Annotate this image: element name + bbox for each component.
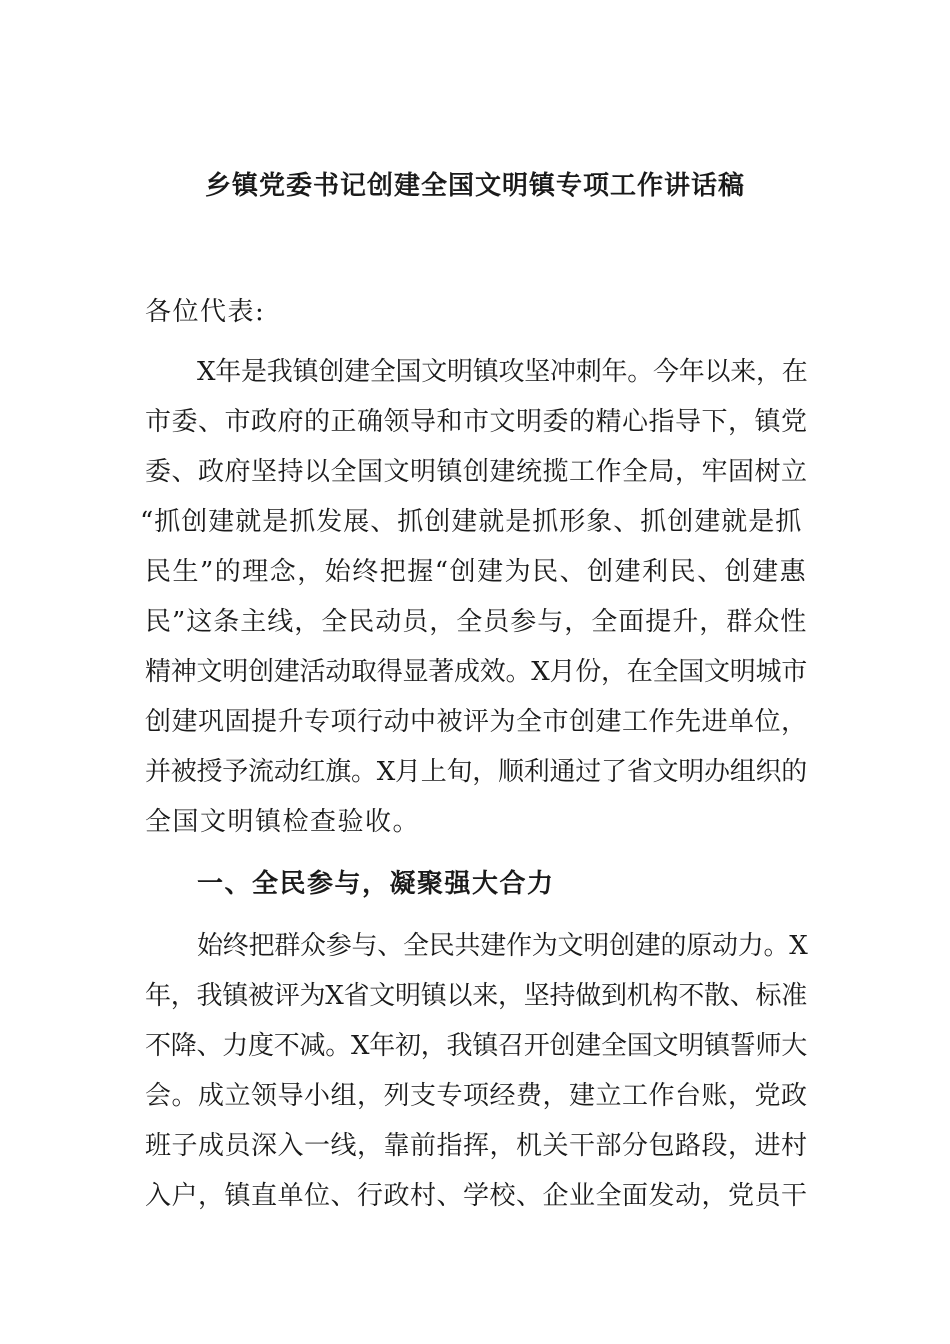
paragraph-line: 精神文明创建活动取得显著成效。X月份，在全国文明城市 (145, 657, 808, 687)
paragraph-line: 市委、市政府的正确领导和市文明委的精心指导下，镇党 (145, 407, 808, 437)
paragraph-line: 入户，镇直单位、行政村、学校、企业全面发动，党员干 (145, 1181, 808, 1211)
paragraph-line: 民”这条主线，全民动员，全员参与，全面提升，群众性 (145, 607, 808, 637)
paragraph-line: 班子成员深入一线，靠前指挥，机关干部分包路段，进村 (145, 1131, 808, 1161)
paragraph-line: 并被授予流动红旗。X月上旬，顺利通过了省文明办组织的 (145, 757, 808, 787)
paragraph-line: “抓创建就是抓发展、抓创建就是抓形象、抓创建就是抓 (140, 507, 803, 537)
paragraph-line: X年是我镇创建全国文明镇攻坚冲刺年。今年以来，在 (197, 357, 808, 387)
section-heading: 一、全民参与，凝聚强大合力 (197, 869, 555, 899)
salutation: 各位代表: (145, 297, 266, 327)
document-title: 乡镇党委书记创建全国文明镇专项工作讲话稿 (204, 171, 745, 201)
paragraph-line: 年，我镇被评为X省文明镇以来，坚持做到机构不散、标准 (145, 981, 808, 1011)
paragraph-line: 民生”的理念，始终把握“创建为民、创建利民、创建惠 (145, 557, 808, 587)
paragraph-line: 全国文明镇检查验收。 (145, 807, 421, 837)
paragraph-line: 始终把群众参与、全民共建作为文明创建的原动力。X (197, 931, 808, 961)
paragraph-line: 会。成立领导小组，列支专项经费，建立工作台账，党政 (145, 1081, 808, 1111)
paragraph-line: 创建巩固提升专项行动中被评为全市创建工作先进单位， (145, 707, 808, 737)
paragraph-line: 不降、力度不减。X年初，我镇召开创建全国文明镇誓师大 (145, 1031, 808, 1061)
paragraph-line: 委、政府坚持以全国文明镇创建统揽工作全局，牢固树立 (145, 457, 808, 487)
